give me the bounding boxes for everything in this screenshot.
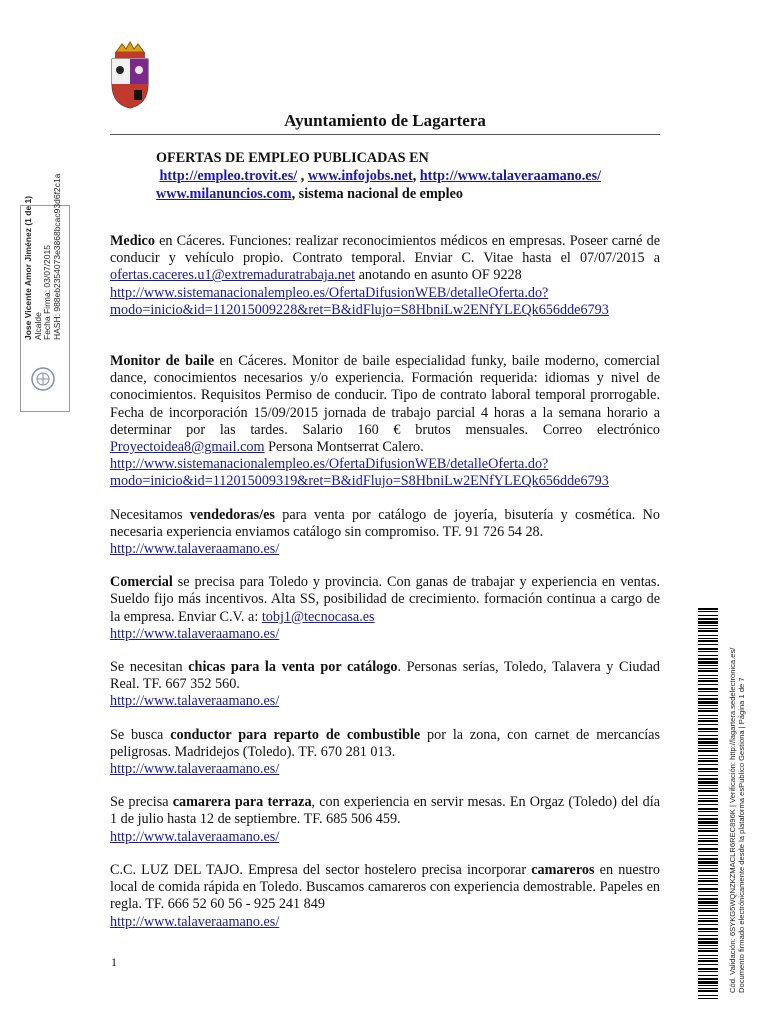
offer-url-link[interactable]: http://www.talaveraamano.es/ xyxy=(110,541,280,558)
offer-title: vendedoras/es xyxy=(189,506,275,523)
job-offer xyxy=(110,353,660,491)
offer-url-link[interactable]: modo=inicio&id=112015009228&ret=B&idFlujo=S8HbniLw2ENfYLEQk656dde6793 xyxy=(110,301,609,318)
offer-text: Persona Montserrat Calero. xyxy=(264,439,424,456)
offer-title: conductor para reparto de combustible xyxy=(170,726,421,743)
link-talaveraamano[interactable]: http://www.talaveraamano.es/ xyxy=(419,168,602,184)
title-divider xyxy=(110,134,660,135)
job-offer xyxy=(110,574,660,643)
heading-links-line xyxy=(156,167,676,185)
link-milanuncios[interactable]: www.milanuncios.com xyxy=(156,186,292,202)
offer-text: . Personas serias, Toledo, Talavera y Ciudad Real. TF. 667 352 560. xyxy=(110,659,661,693)
offer-email-link[interactable]: tobj1@tecnocasa.es xyxy=(261,608,375,625)
offer-title: Medico xyxy=(110,233,155,249)
coat-of-arms-icon xyxy=(108,40,152,110)
offer-title: Monitor de baile xyxy=(110,353,215,370)
offer-text: Se necesitan xyxy=(110,659,189,676)
offer-text: para venta por catálogo de joyería, bisutería y cosmética. No necesaria experiencia enviamos catálogo sin compromiso. TF. 91 726 54 28. xyxy=(110,506,660,540)
offer-url-link[interactable]: modo=inicio&id=112015009319&ret=B&idFlujo=S8HbniLw2ENfYLEQk656dde6793 xyxy=(110,473,609,490)
seal-icon xyxy=(30,366,56,392)
offer-url-link[interactable]: http://www.talaveraamano.es/ xyxy=(110,693,280,710)
offer-text: C.C. LUZ DEL TAJO. Empresa del sector hostelero precisa incorporar xyxy=(110,861,532,878)
signature-hash: HASH: 988eb2354073e3868bcac93d6f2c1a xyxy=(51,173,62,340)
job-offer xyxy=(110,862,660,931)
offer-text: Se precisa xyxy=(110,794,173,811)
offer-title: chicas para la venta por catálogo xyxy=(188,659,398,676)
heading-tail: , sistema nacional de empleo xyxy=(291,186,463,202)
offer-text: se precisa para Toledo y provincia. Con ganas de trabajar y experiencia en ventas. Sueldo fijo más incentivos. Alta SS, posibilidad de crecimiento. formación continua a cargo de la empresa. Enviar C.V. a: xyxy=(110,574,660,625)
offer-url-link[interactable]: http://www.talaveraamano.es/ xyxy=(110,625,280,642)
document-heading xyxy=(156,149,676,203)
job-offer xyxy=(110,727,660,779)
offer-text: en Cáceres. Funciones: realizar reconocimientos médicos en empresas. Poseer carné de conducir y vehículo propio. Contrato temporal. Enviar C. Vitae hasta el 07/07/2015 a xyxy=(110,233,660,267)
offer-title: camareros xyxy=(531,861,595,878)
org-title: Ayuntamiento de Lagartera xyxy=(284,111,486,130)
offer-email-link[interactable]: Proyectoidea8@gmail.com xyxy=(110,439,265,456)
offer-text: Se busca xyxy=(110,726,171,743)
heading-line xyxy=(156,185,676,203)
signature-date: Fecha Firma: 03/07/2015 xyxy=(42,245,52,340)
verification-platform: Documento firmado electrónicamente desde la plataforma esPublico Gestiona | Página 1 de 7 xyxy=(737,677,746,993)
offer-text: en nuestro local de comida rápida en Toledo. Buscamos camareros con experiencia demostrable. Papeles en regla. TF. 666 52 60 56 - 925 241 849 xyxy=(110,861,660,913)
signature-text xyxy=(24,174,62,340)
job-offer xyxy=(110,507,660,559)
offer-title: Comercial xyxy=(110,574,173,591)
heading-separator: , xyxy=(297,168,308,184)
offer-url-link[interactable]: http://www.talaveraamano.es/ xyxy=(110,828,280,845)
job-offer xyxy=(110,233,660,319)
link-infojobs[interactable]: www.infojobs.net xyxy=(307,168,413,184)
offers-list xyxy=(110,233,660,947)
offer-text: Necesitamos xyxy=(110,506,190,523)
verification-code: Cód. Validación: 6SYKG5WQNZKZMACLR6REC896K | Verificación: http://lagartera.sedelectronica.es/ xyxy=(728,647,737,993)
offer-title: camarera para terraza xyxy=(172,794,312,811)
offer-text: en Cáceres. Monitor de baile especialidad funky, baile moderno, comercial dance, conocimientos necesarios y/o experiencia. Formación requerida: idiomas y nivel de conocimientos. Requisitos Permiso de conducir. Tipo de contrato laboral temporal prorrogable. Fecha de incorporación 15/09/2015 jornada de trabajo parcial 4 horas a la semana horario a determinar por las tardes. Salario 160 € brutos mensuales. Correo electrónico xyxy=(110,353,660,438)
offer-url-link[interactable]: http://www.talaveraamano.es/ xyxy=(110,761,280,778)
verification-text xyxy=(728,608,746,993)
heading-line: OFERTAS DE EMPLEO PUBLICADAS EN xyxy=(156,150,429,166)
signer-name: Jose Vicente Amor Jiménez (1 de 1) xyxy=(23,195,33,340)
job-offer xyxy=(110,659,660,711)
signer-role: Alcalde xyxy=(32,312,43,340)
heading-separator: , xyxy=(412,168,420,184)
offer-email-link[interactable]: ofertas.caceres.u1@extremaduratrabaja.net xyxy=(110,267,356,284)
offer-text: , con experiencia en servir mesas. En Orgaz (Toledo) del día 1 de julio hasta 12 de septiembre. TF. 685 506 459. xyxy=(110,794,660,828)
offer-text: anotando en asunto OF 9228 xyxy=(355,267,522,284)
job-offer xyxy=(110,794,660,846)
offer-text: por la zona, con carnet de mercancías peligrosas. Madridejos (Toledo). TF. 670 281 013. xyxy=(110,726,661,760)
barcode-icon xyxy=(698,608,718,1000)
page-number: 1 xyxy=(111,955,117,969)
link-trovit[interactable]: http://empleo.trovit.es/ xyxy=(159,168,298,184)
offer-url-link[interactable]: http://www.talaveraamano.es/ xyxy=(110,913,280,930)
offer-url-link[interactable]: http://www.sistemanacionalempleo.es/OfertaDifusionWEB/detalleOferta.do? xyxy=(110,456,549,473)
offer-url-link[interactable]: http://www.sistemanacionalempleo.es/OfertaDifusionWEB/detalleOferta.do? xyxy=(110,284,549,301)
